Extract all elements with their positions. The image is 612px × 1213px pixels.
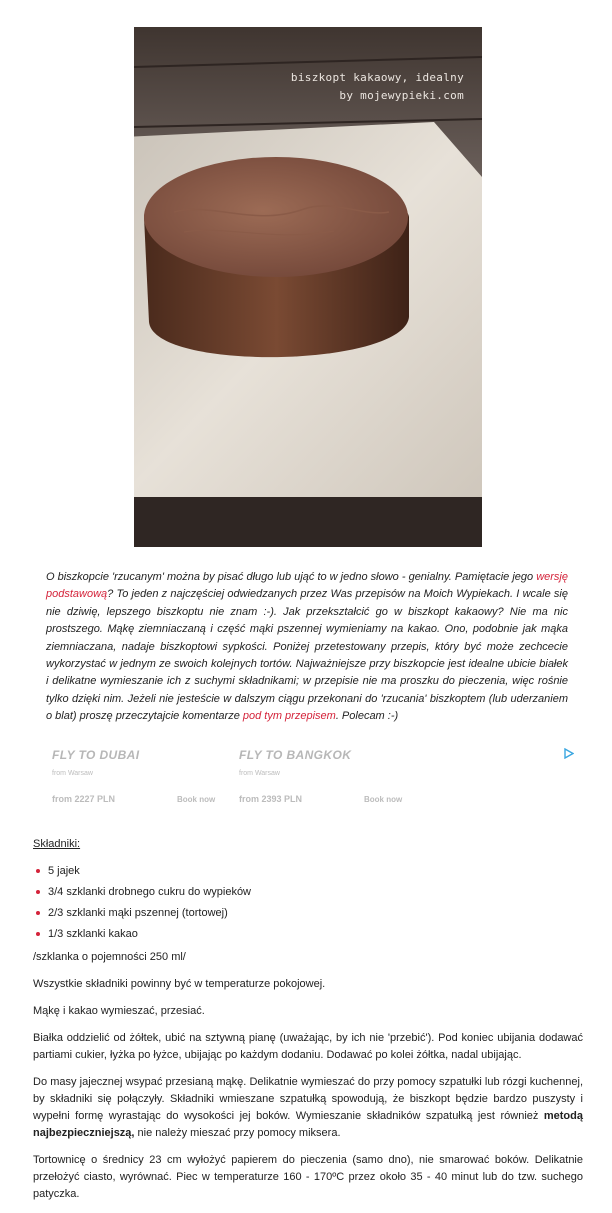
ad-title: FLY TO BANGKOK xyxy=(239,748,352,762)
cake-photo xyxy=(134,27,482,547)
ad-origin: from Warsaw xyxy=(52,770,93,777)
cake-illustration xyxy=(134,27,482,547)
intro-text-1: O biszkopcie 'rzucanym' można by pisać długo lub ująć to w jedno słowo - genialny. Pamiętacie jego xyxy=(46,571,537,583)
ad-origin: from Warsaw xyxy=(239,770,280,777)
ad-price: from 2393 PLN xyxy=(239,794,303,804)
ingredients-list xyxy=(33,863,583,943)
watermark-line-2: by mojewypieki.com xyxy=(339,89,464,102)
basic-version-link[interactable]: wersję podstawową xyxy=(46,571,568,601)
step-sift: Mąkę i kakao wymieszać, przesiać. xyxy=(33,1005,205,1017)
cup-note: /szklanka o pojemności 250 ml/ xyxy=(33,951,186,963)
ad-card-bangkok[interactable] xyxy=(239,748,419,804)
book-now-button[interactable]: Book now xyxy=(364,795,403,804)
intro-paragraph xyxy=(46,569,568,726)
ad-choices-icon[interactable] xyxy=(563,748,574,762)
step-fold-text-end: nie należy mieszać przy pomocy miksera. xyxy=(134,1127,341,1139)
ad-price: from 2227 PLN xyxy=(52,794,116,804)
flight-ad[interactable] xyxy=(52,748,574,808)
ad-card-dubai[interactable] xyxy=(52,748,232,804)
ingredient-item: 5 jajek xyxy=(33,863,583,880)
photo-watermark xyxy=(291,69,464,105)
intro-text-2: ? To jeden z najczęściej odwiedzanych przez Was przepisów na Moich Wypiekach. I wcale się nie dziwię, lepszego biszkoptu nie znam :-). Jak przekształcić go w biszkopt kakaowy? Nie ma nic prostszego. Mąkę ziemniaczaną i część mąki pszennej wymieniamy na kakao. Ono, podobnie jak mąka ziemniaczana, nadaje biszkoptowi sypkości. Poniżej przetestowany przepis, który być może zechcecie wykorzystać w jednym ze swoich kolejnych tortów. Najważniejsze przy biszkopcie jest idealne ubicie białek i delikatne wymieszanie ich z suchymi składnikami; w przepisie nie ma proszku do pieczenia, więc rośnie tylko dzięki nim. Jeżeli nie jesteście w dalszym ciągu przekonani do 'rzucania' biszkoptem (lub uderzaniem o blat) proszę przeczytajcie komentarze xyxy=(46,588,568,723)
ingredients-heading: Składniki: xyxy=(33,838,81,850)
step-bake: Tortownicę o średnicy 23 cm wyłożyć papierem do pieczenia (samo dno), nie smarować boków. Delikatnie przełożyć ciasto, wyrównać. Piec w temperaturze 160 - 170ºC przez około 35 - 40 minut lub do tzw. suchego patyczka. xyxy=(33,1154,583,1200)
intro-text-3: . Polecam :-) xyxy=(335,710,399,723)
ingredient-item: 3/4 szklanki drobnego cukru do wypieków xyxy=(33,884,583,901)
recipe-section xyxy=(33,836,583,1213)
step-fold-flour xyxy=(33,1074,583,1142)
step-whip-whites: Białka oddzielić od żółtek, ubić na sztywną pianę (uważając, by ich nie 'przebić'). Pod koniec ubijania dodawać partiami cukier, łyżka po łyżce, ubijając po każdym dodaniu. Dodawać po kolei żółtka, nadal ubijając. xyxy=(33,1032,583,1061)
book-now-button[interactable]: Book now xyxy=(177,795,216,804)
ingredient-item: 2/3 szklanki mąki pszennej (tortowej) xyxy=(33,905,583,922)
comments-link[interactable]: pod tym przepisem xyxy=(242,710,336,723)
ingredient-item: 1/3 szklanki kakao xyxy=(33,926,583,943)
ad-title: FLY TO DUBAI xyxy=(52,748,140,762)
step-fold-text: Do masy jajecznej wsypać przesianą mąkę. Delikatnie wymieszać do przy pomocy szpatułki lub rózgi kuchennej, by składniki się połączyły. Składniki wmieszane szpatułką spowodują, że biszkopt będzie bardzo puszysty i wypełni formę wyrastając do wysokości jej boków. Wymieszanie składników szpatułką jest również xyxy=(33,1076,583,1122)
step-fold-emphasis: metodą najbezpieczniejszą, xyxy=(33,1110,583,1139)
step-room-temperature: Wszystkie składniki powinny być w temperaturze pokojowej. xyxy=(33,978,326,990)
watermark-line-1: biszkopt kakaowy, idealny xyxy=(290,71,464,84)
